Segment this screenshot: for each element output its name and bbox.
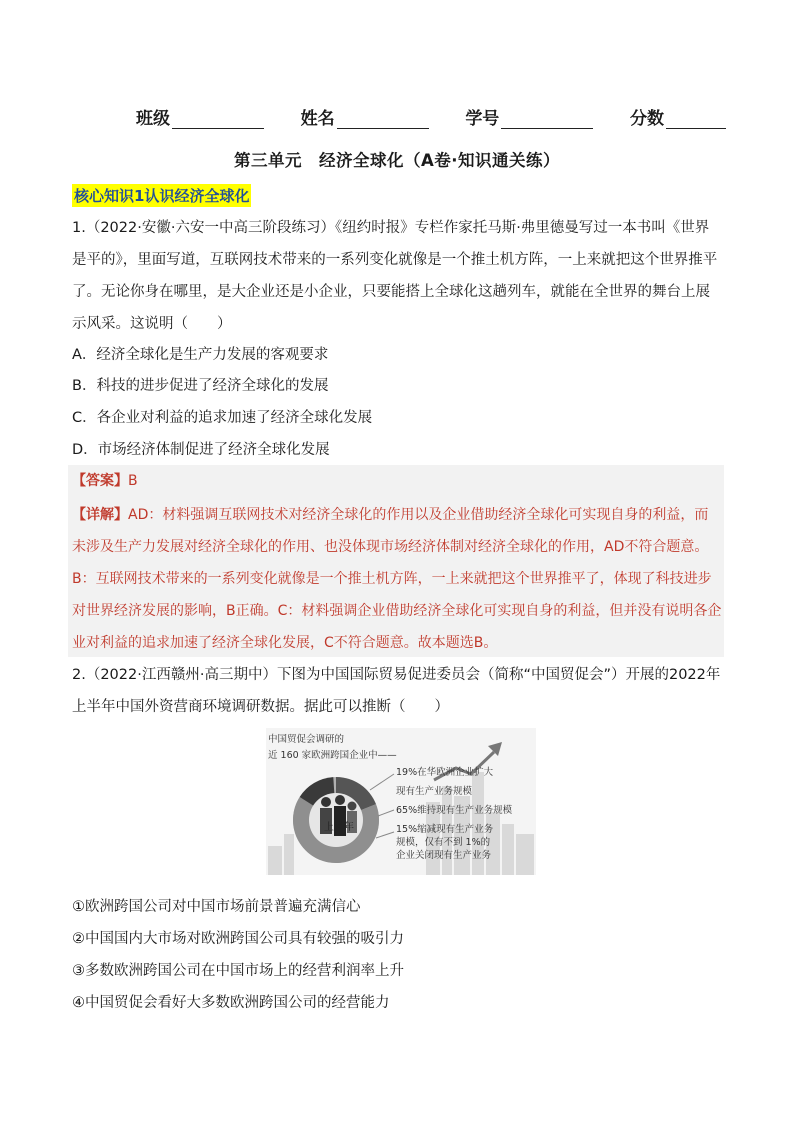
stat-expand-2: 现有生产业务规模 (396, 786, 473, 797)
score-blank[interactable] (666, 110, 726, 129)
question-1-option-a[interactable]: A．经济全球化是生产力发展的客观要求 (72, 347, 329, 363)
score-label: 分数 (629, 109, 664, 129)
question-1-option-d[interactable]: D．市场经济体制促进了经济全球化发展 (72, 442, 330, 458)
detail-label: 【详解】 (72, 507, 128, 523)
stat-reduce-3: 企业关闭现有生产业务 (396, 850, 492, 861)
answer-line (72, 470, 138, 492)
question-2-choice-1[interactable]: ①欧洲跨国公司对中国市场前景普遍充满信心 (72, 899, 361, 915)
page-title: 第三单元 经济全球化（A卷·知识通关练） (233, 151, 561, 170)
score-field (630, 104, 726, 129)
class-blank[interactable] (172, 110, 264, 129)
question-2-choice-2[interactable]: ②中国国内大市场对欧洲跨国公司具有较强的吸引力 (72, 931, 404, 947)
class-field (136, 104, 264, 129)
answer-value: B (128, 473, 138, 489)
student-id-blank[interactable] (501, 110, 593, 129)
student-info-header (136, 104, 726, 129)
stat-expand-1: 19%在华欧洲企业扩大 (396, 767, 494, 778)
student-id-field (465, 104, 593, 129)
class-label: 班级 (136, 109, 170, 129)
explanation (72, 499, 722, 659)
question-1-option-c[interactable]: C．各企业对利益的追求加速了经济全球化发展 (72, 410, 373, 426)
question-1-stem: 1.（2022·安徽·六安一中高三阶段练习）《纽约时报》专栏作家托马斯·弗里德曼写过一本书叫《世界是平的》，里面写道，互联网技术带来的一系列变化就像是一个推土机方阵，一上来就把这个世界推平了。无论你身在哪里，是大企业还是小企业，只要能搭上全球化这趟列车，就能在全世界的舞台上展示风采。这说明（ ） (72, 220, 718, 332)
question-2-choice-4[interactable]: ④中国贸促会看好大多数欧洲跨国公司的经营能力 (72, 995, 390, 1011)
name-blank[interactable] (337, 110, 429, 129)
name-label: 姓名 (300, 109, 335, 129)
stat-reduce-1: 15%缩减现有生产业务 (396, 824, 494, 835)
student-id-label: 学号 (465, 109, 500, 129)
detail-text: AD：材料强调互联网技术对经济全球化的作用以及企业借助经济全球化可实现自身的利益，而未涉及生产力发展对经济全球化的作用、也没体现市场经济体制对经济全球化的作用，AD不符合题意。B：互联网技术带来的一系列变化就像是一个推土机方阵，一上来就把这个世界推平了，体现了科技进步对世界经济发展的影响，B正确。C：材料强调企业借助经济全球化可实现自身的利益，但并没有说明各企业对利益的追求加速了经济全球化发展，C不符合题意。故本题选B。 (72, 507, 722, 651)
survey-infographic (266, 728, 536, 875)
section-heading: 核心知识1认识经济全球化 (72, 184, 251, 207)
pie-ring-chart (293, 777, 379, 863)
question-1-option-b[interactable]: B．科技的进步促进了经济全球化的发展 (72, 378, 329, 394)
question-2-choice-3[interactable]: ③多数欧洲跨国公司在中国市场上的经营利润率上升 (72, 963, 404, 979)
infographic-heading-1: 中国贸促会调研的 (268, 734, 345, 745)
answer-label: 【答案】 (72, 473, 128, 489)
name-field (301, 104, 429, 129)
stat-maintain: 65%维持现有生产业务规模 (396, 805, 513, 816)
center-label: 上半年 (324, 822, 354, 833)
question-2-stem: 2.（2022·江西赣州·高三期中）下图为中国国际贸易促进委员会（简称“中国贸促会”）开展的2022年上半年中国外资营商环境调研数据。据此可以推断（ ） (72, 667, 721, 715)
infographic-heading-2: 近 160 家欧洲跨国企业中—— (268, 750, 397, 761)
stat-reduce-2: 规模，仅有不到 1%的 (396, 837, 491, 848)
